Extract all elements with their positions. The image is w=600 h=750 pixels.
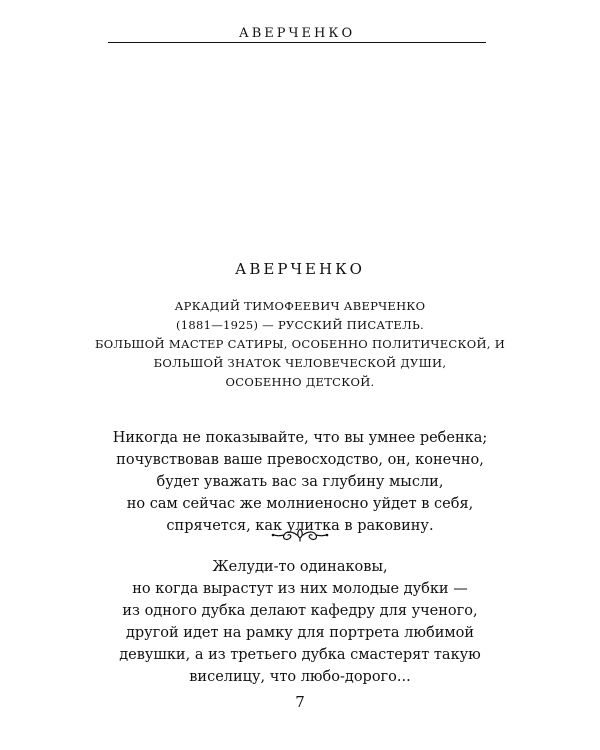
bio-line: (1881—1925) — РУССКИЙ ПИСАТЕЛЬ. bbox=[175, 318, 424, 332]
quote-line: но сам сейчас же молниеносно уйдет в себя, bbox=[126, 496, 474, 512]
running-head: АВЕРЧЕНКО bbox=[238, 26, 356, 41]
quote-line: из одного дубка делают кафедру для ученого, bbox=[122, 603, 478, 619]
quote-line: Желуди-то одинаковы, bbox=[212, 559, 388, 575]
bio-line: БОЛЬШОЙ МАСТЕР САТИРЫ, ОСОБЕННО ПОЛИТИЧЕСКОЙ, И bbox=[94, 337, 506, 351]
flourish-ornament-icon bbox=[270, 526, 330, 544]
quote-line: спрячется, как улитка в раковину. bbox=[166, 518, 434, 534]
quote-block-1 bbox=[80, 427, 520, 537]
quote-block-2 bbox=[80, 556, 520, 688]
bio-line: БОЛЬШОЙ ЗНАТОК ЧЕЛОВЕЧЕСКОЙ ДУШИ, bbox=[153, 356, 447, 370]
header-rule bbox=[108, 42, 486, 43]
bio-line: АРКАДИЙ ТИМОФЕЕВИЧ АВЕРЧЕНКО bbox=[174, 299, 426, 313]
author-bio bbox=[90, 297, 510, 392]
quote-line: будет уважать вас за глубину мысли, bbox=[156, 474, 444, 490]
quote-line: девушки, а из третьего дубка смастерят такую bbox=[119, 647, 481, 663]
bio-line: ОСОБЕННО ДЕТСКОЙ. bbox=[225, 375, 375, 389]
quote-line: виселицу, что любо-дорого... bbox=[189, 669, 411, 685]
quote-line: почувствовав ваше превосходство, он, конечно, bbox=[116, 452, 484, 468]
chapter-title: АВЕРЧЕНКО bbox=[235, 260, 365, 278]
page-number: 7 bbox=[295, 693, 305, 711]
quote-line: Никогда не показывайте, что вы умнее ребенка; bbox=[112, 430, 488, 446]
quote-line: другой идет на рамку для портрета любимой bbox=[125, 625, 475, 641]
quote-line: но когда вырастут из них молодые дубки — bbox=[132, 581, 468, 597]
